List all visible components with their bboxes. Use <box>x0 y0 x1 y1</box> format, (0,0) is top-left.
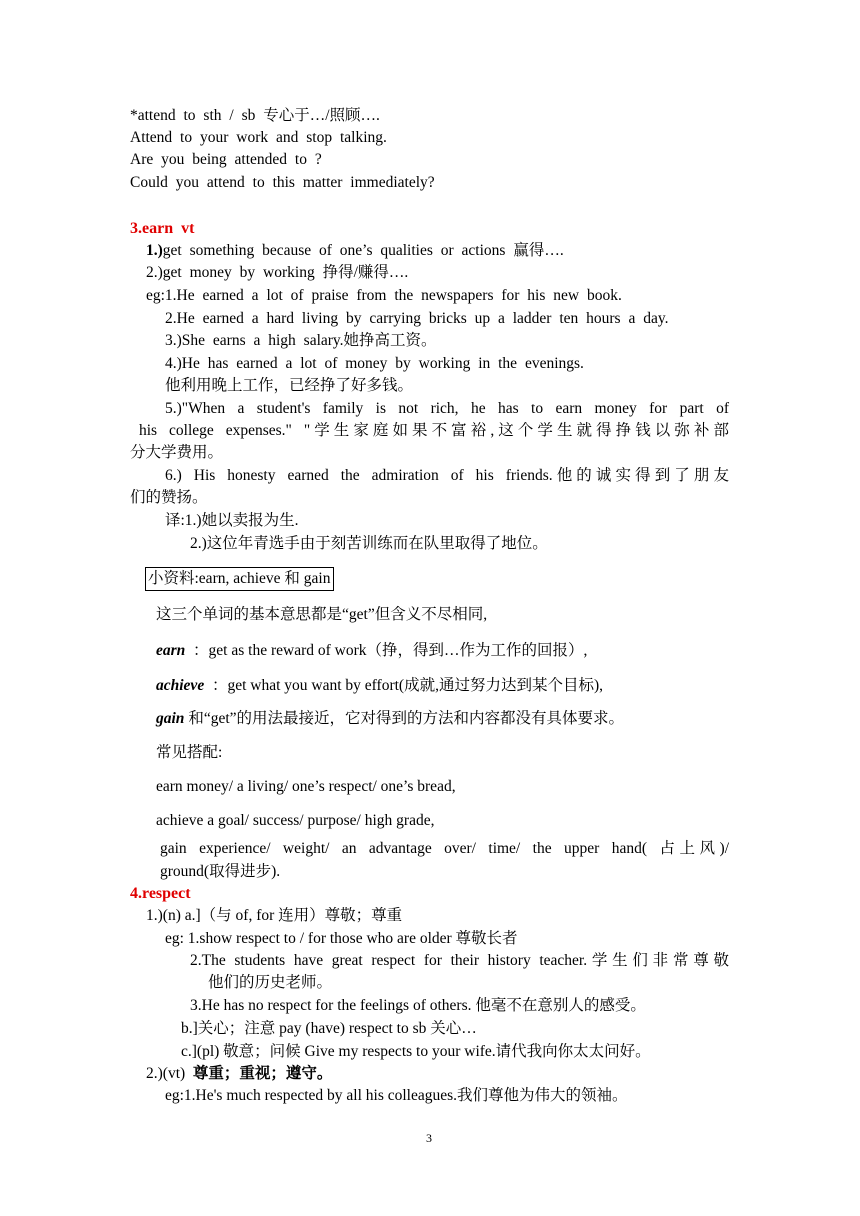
earn-example-6-line2: 们的赞扬。 <box>130 489 208 506</box>
respect-verb-label: 2.)(vt) <box>146 1065 186 1082</box>
attend-usage-line: *attend to sth / sb 专心于…/照顾…. <box>130 107 380 124</box>
earn-translation-1: 译:1.)她以卖报为生. <box>165 512 299 529</box>
earn-definition-1 <box>146 241 564 261</box>
note-achieve-definition: ：get what you want by effort(成就,通过努力达到某个目标), <box>211 677 603 694</box>
respect-example-1: eg: 1.show respect to / for those who are older 尊敬长者 <box>165 930 518 947</box>
attend-example-3: Could you attend to this matter immediately? <box>130 174 435 191</box>
note-collocation-earn: earn money/ a living/ one’s respect/ one’s bread, <box>156 778 456 795</box>
respect-heading: 4.respect <box>130 885 191 902</box>
definition-number: 1.) <box>146 242 163 259</box>
respect-sense-c: c.](pl) 敬意；问候 Give my respects to your wife.请代我向你太太问好。 <box>181 1043 651 1060</box>
respect-example-2-line2: 他们的历史老师。 <box>208 974 333 991</box>
note-box-title: 小资料:earn, achieve 和 gain <box>145 567 334 591</box>
earn-example-3: 3.)She earns a high salary.她挣高工资。 <box>165 332 437 349</box>
respect-verb-definition <box>146 1064 332 1084</box>
note-collocation-achieve: achieve a goal/ success/ purpose/ high grade, <box>156 812 435 829</box>
page-number: 3 <box>426 1131 432 1145</box>
note-gain-word: gain <box>156 710 185 727</box>
note-earn-definition: ：get as the reward of work（挣，得到…作为工作的回报）, <box>193 642 588 659</box>
earn-example-2: 2.He earned a hard living by carrying bricks up a ladder ten hours a day. <box>165 310 669 327</box>
earn-example-5-line3: 分大学费用。 <box>130 444 224 461</box>
earn-example-1: eg:1.He earned a lot of praise from the newspapers for his new book. <box>146 287 622 304</box>
respect-verb-meaning: 尊重；重视；遵守。 <box>192 1065 333 1082</box>
earn-definition-2: 2.)get money by working 挣得/赚得…. <box>146 264 409 281</box>
earn-heading: 3.earn vt <box>130 220 195 237</box>
earn-example-5-line1: 5.)"When a student's family is not rich, he has to earn money for part of <box>165 400 729 417</box>
definition-text: get something because of one’s qualities or actions 赢得…. <box>162 242 564 259</box>
note-achieve-word: achieve <box>156 677 205 694</box>
note-intro: 这三个单词的基本意思都是“get”但含义不尽相同, <box>156 606 488 623</box>
note-collocation-gain-line2: ground(取得进步). <box>160 863 281 880</box>
earn-translation-2: 2.)这位年青选手由于刻苦训练而在队里取得了地位。 <box>190 535 548 552</box>
note-earn-line <box>156 641 587 661</box>
respect-verb-example: eg:1.He's much respected by all his colleagues.我们尊他为伟大的领袖。 <box>165 1087 628 1104</box>
note-gain-line <box>156 709 624 729</box>
note-collocations-label: 常见搭配: <box>156 744 223 761</box>
attend-example-1: Attend to your work and stop talking. <box>130 129 387 146</box>
note-earn-word: earn <box>156 642 186 659</box>
earn-example-5-line2: his college expenses." "学生家庭如果不富裕,这个学生就得挣钱以弥补部 <box>139 422 729 439</box>
respect-noun-definition: 1.)(n) a.]（与 of, for 连用）尊敬；尊重 <box>146 907 403 924</box>
earn-example-4: 4.)He has earned a lot of money by working in the evenings. <box>165 355 584 372</box>
respect-example-2-line1: 2.The students have great respect for their history teacher.学生们非常尊敬 <box>190 952 729 969</box>
attend-example-2: Are you being attended to ? <box>130 151 322 168</box>
note-achieve-line <box>156 676 603 696</box>
note-gain-definition: 和“get”的用法最接近，它对得到的方法和内容都没有具体要求。 <box>188 710 625 727</box>
note-collocation-gain-line1: gain experience/ weight/ an advantage over/ time/ the upper hand( 占上风)/ <box>160 840 729 857</box>
respect-example-3: 3.He has no respect for the feelings of others. 他毫不在意别人的感受。 <box>190 997 646 1014</box>
earn-example-6-line1: 6.) His honesty earned the admiration of his friends.他的诚实得到了朋友 <box>165 467 729 484</box>
earn-example-4-translation: 他利用晚上工作，已经挣了好多钱。 <box>165 377 414 394</box>
respect-sense-b: b.]关心；注意 pay (have) respect to sb 关心… <box>181 1020 477 1037</box>
